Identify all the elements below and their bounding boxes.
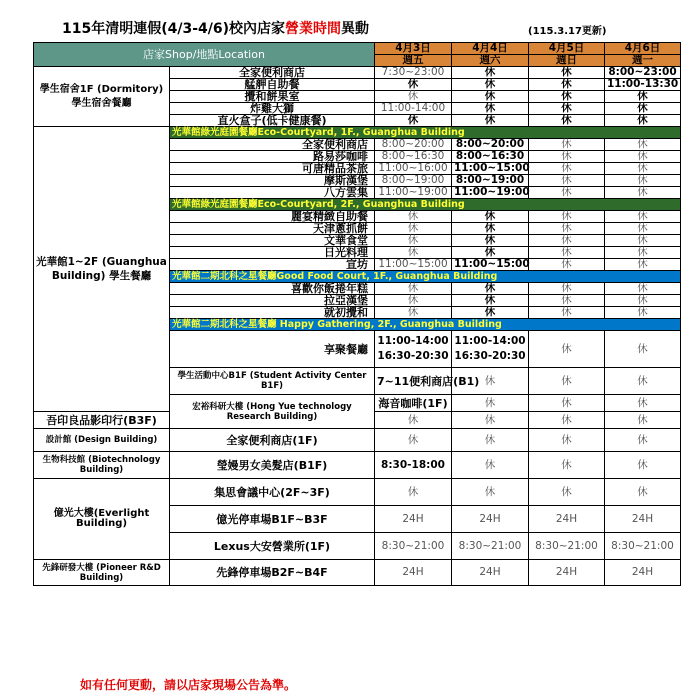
hours-cell: 休 [375, 307, 452, 319]
hours-cell: 24H [452, 506, 529, 533]
hours-cell: 休 [605, 479, 681, 506]
store-name: 八方雲集 [170, 187, 375, 199]
hours-cell: 7:30~23:00 [375, 67, 452, 79]
header-date: 4月5日 [529, 43, 605, 55]
hours-cell: 休 [529, 259, 605, 271]
hours-cell: 休 [452, 103, 529, 115]
hours-cell: 休 [605, 115, 681, 127]
hours-cell: 8:00~16:30 [452, 151, 529, 163]
store-name: 艋舺自助餐 [170, 79, 375, 91]
hours-cell: 休 [375, 247, 452, 259]
footer-note: 如有任何更動，請以店家現場公告為準。 [80, 678, 297, 692]
hours-cell: 休 [605, 163, 681, 175]
hours-cell: 休 [375, 295, 452, 307]
hours-cell: 休 [375, 211, 452, 223]
hours-cell: 休 [529, 368, 605, 395]
hours-cell: 11:00~15:00 [452, 259, 529, 271]
hours-cell: 休 [529, 307, 605, 319]
hours-cell: 休 [529, 295, 605, 307]
update-note: (115.3.17更新) [528, 26, 607, 37]
hours-cell: 休 [605, 103, 681, 115]
hours-cell: 休 [529, 163, 605, 175]
hours-cell: 休 [452, 115, 529, 127]
store-name: 攪和餅果室 [170, 91, 375, 103]
hours-cell: 8:30~21:00 [375, 533, 452, 560]
hours-cell: 休 [375, 223, 452, 235]
store-name: 直火盒子(低卡健康餐) [170, 115, 375, 127]
hours-cell: 休 [529, 283, 605, 295]
store-name: 先鋒停車場B2F~B4F [170, 560, 375, 586]
hours-cell: 11:00-14:00 16:30-20:30 [375, 331, 452, 368]
store-name: 麗宴精緻自助餐 [170, 211, 375, 223]
hours-cell: 休 [605, 259, 681, 271]
hours-cell: 11:00~19:00 [375, 187, 452, 199]
hours-cell: 休 [452, 452, 529, 479]
hours-cell: 24H [375, 506, 452, 533]
hours-cell: 休 [529, 429, 605, 452]
location-everlight: 億光大樓(Everlight Building) [34, 479, 170, 560]
location-activity-center: 學生活動中心B1F (Student Activity Center B1F) [170, 368, 375, 395]
hours-cell: 休 [605, 295, 681, 307]
header-store-location: 店家Shop/地點Location [34, 43, 375, 67]
section-happy-gathering-2f: 光華館二期北科之星餐廳 Happy Gathering, 2F., Guanghua Building [170, 319, 681, 331]
hours-cell: 休 [529, 412, 605, 429]
hours-cell: 休 [452, 67, 529, 79]
store-name: 炸雞大獅 [170, 103, 375, 115]
hours-cell: 8:30-18:00 [375, 452, 452, 479]
hours-cell: 休 [605, 211, 681, 223]
store-name: 全家便利商店 [170, 139, 375, 151]
header-weekday: 週五 [375, 55, 452, 67]
hours-cell: 11:00-14:00 [375, 103, 452, 115]
section-eco-1f: 光華館綠光庭園餐廳Eco-Courtyard, 1F., Guanghua Building [170, 127, 681, 139]
hours-cell: 休 [605, 395, 681, 412]
hours-cell: 11:00-13:30 [605, 79, 681, 91]
hours-cell: 休 [375, 115, 452, 127]
hours-cell: 休 [605, 368, 681, 395]
header-date: 4月3日 [375, 43, 452, 55]
hours-cell: 8:30~21:00 [605, 533, 681, 560]
hours-cell: 8:00~19:00 [375, 175, 452, 187]
location-hongyue: 宏裕科研大樓 (Hong Yue technology Research Building) [170, 395, 375, 429]
hours-cell: 休 [375, 412, 452, 429]
location-biotech: 生物科技館 (Biotechnology Building) [34, 452, 170, 479]
hours-cell: 11:00~15:00 [452, 163, 529, 175]
store-name: 7~11便利商店(B1) [375, 368, 452, 395]
store-name: 瑩嫚男女美髮店(B1F) [170, 452, 375, 479]
hours-cell: 休 [452, 479, 529, 506]
hours-cell: 24H [605, 560, 681, 586]
store-name: 海音咖啡(1F) [375, 395, 452, 412]
hours-cell: 24H [375, 560, 452, 586]
hours-cell: 休 [452, 247, 529, 259]
hours-cell: 8:00~16:30 [375, 151, 452, 163]
store-name: 享聚餐廳 [170, 331, 375, 368]
store-name: 路易莎咖啡 [170, 151, 375, 163]
store-name: 文華食堂 [170, 235, 375, 247]
hours-cell: 休 [605, 187, 681, 199]
store-name: 吾印良品影印行(B3F) [34, 412, 170, 429]
hours-cell: 休 [529, 187, 605, 199]
hours-cell: 8:00~19:00 [452, 175, 529, 187]
hours-cell: 11:00~16:00 [375, 163, 452, 175]
hours-cell: 休 [452, 412, 529, 429]
hours-cell: 休 [605, 283, 681, 295]
header-weekday: 週一 [605, 55, 681, 67]
hours-cell: 休 [529, 223, 605, 235]
hours-table [33, 42, 681, 586]
hours-cell: 休 [529, 115, 605, 127]
location-pioneer: 先鋒研發大樓 (Pioneer R&D Building) [34, 560, 170, 586]
store-name: 就初攪和 [170, 307, 375, 319]
hours-cell: 休 [452, 429, 529, 452]
store-name: 全家便利商店 [170, 67, 375, 79]
hours-cell: 休 [375, 429, 452, 452]
hours-cell: 休 [452, 91, 529, 103]
hours-cell: 休 [375, 91, 452, 103]
hours-cell: 8:00~20:00 [375, 139, 452, 151]
hours-cell: 休 [529, 479, 605, 506]
hours-cell: 休 [529, 247, 605, 259]
hours-cell: 休 [529, 452, 605, 479]
hours-cell: 休 [529, 139, 605, 151]
store-name: 日光料理 [170, 247, 375, 259]
hours-cell: 8:30~21:00 [529, 533, 605, 560]
store-name: 億光停車場B1F~B3F [170, 506, 375, 533]
store-name: 全家便利商店(1F) [170, 429, 375, 452]
section-goodfood-1f: 光華館二期北科之星餐廳Good Food Court, 1F., Guanghua Building [170, 271, 681, 283]
hours-cell: 休 [529, 67, 605, 79]
hours-cell: 休 [529, 235, 605, 247]
hours-cell: 休 [452, 295, 529, 307]
hours-cell: 8:00~20:00 [452, 139, 529, 151]
hours-cell: 休 [529, 91, 605, 103]
hours-cell: 休 [605, 429, 681, 452]
store-name: 天津蔥抓餅 [170, 223, 375, 235]
hours-cell: 11:00~19:00 [452, 187, 529, 199]
hours-cell: 休 [605, 235, 681, 247]
hours-cell: 8:00~23:00 [605, 67, 681, 79]
hours-cell: 休 [452, 223, 529, 235]
hours-cell: 休 [529, 175, 605, 187]
header-date: 4月4日 [452, 43, 529, 55]
hours-cell: 11:00-14:00 16:30-20:30 [452, 331, 529, 368]
header-date: 4月6日 [605, 43, 681, 55]
store-name: 喜歡你飯捲年糕 [170, 283, 375, 295]
hours-cell: 休 [529, 103, 605, 115]
hours-cell: 8:30~21:00 [452, 533, 529, 560]
hours-cell: 休 [605, 139, 681, 151]
header-weekday: 週日 [529, 55, 605, 67]
hours-cell: 休 [529, 395, 605, 412]
hours-cell: 休 [605, 331, 681, 368]
hours-cell: 休 [529, 79, 605, 91]
hours-cell: 休 [452, 395, 529, 412]
hours-cell: 24H [529, 506, 605, 533]
hours-cell: 24H [452, 560, 529, 586]
store-name: 摩斯漢堡 [170, 175, 375, 187]
store-name: 可唐精品茶旅 [170, 163, 375, 175]
location-dormitory: 學生宿舍1F (Dormitory) 學生宿舍餐廳 [34, 67, 170, 127]
hours-cell: 休 [375, 283, 452, 295]
hours-cell: 休 [605, 223, 681, 235]
location-guanghua: 光華館1~2F (Guanghua Building) 學生餐廳 [34, 127, 170, 412]
hours-cell: 休 [452, 283, 529, 295]
hours-cell: 休 [605, 91, 681, 103]
hours-cell: 24H [529, 560, 605, 586]
location-design: 設計館 (Design Building) [34, 429, 170, 452]
store-name: 宣坊 [170, 259, 375, 271]
hours-cell: 休 [605, 452, 681, 479]
hours-cell: 11:00~15:00 [375, 259, 452, 271]
hours-cell: 休 [605, 151, 681, 163]
page-title: 115年清明連假(4/3-4/6)校內店家營業時間異動 [62, 21, 370, 37]
hours-cell: 休 [529, 211, 605, 223]
hours-cell: 休 [605, 412, 681, 429]
hours-cell: 休 [452, 307, 529, 319]
hours-cell: 休 [375, 79, 452, 91]
hours-cell: 休 [605, 247, 681, 259]
hours-cell: 休 [529, 331, 605, 368]
hours-cell: 休 [605, 175, 681, 187]
hours-cell: 休 [375, 479, 452, 506]
store-name: Lexus大安營業所(1F) [170, 533, 375, 560]
store-name: 拉亞漢堡 [170, 295, 375, 307]
hours-cell: 休 [452, 235, 529, 247]
header-weekday: 週六 [452, 55, 529, 67]
section-eco-2f: 光華館綠光庭園餐廳Eco-Courtyard, 2F., Guanghua Building [170, 199, 681, 211]
hours-cell: 24H [605, 506, 681, 533]
hours-cell: 休 [452, 79, 529, 91]
store-name: 集思會議中心(2F~3F) [170, 479, 375, 506]
hours-cell: 休 [452, 211, 529, 223]
hours-cell: 休 [529, 151, 605, 163]
hours-cell: 休 [452, 368, 529, 395]
hours-cell: 休 [375, 235, 452, 247]
hours-cell: 休 [605, 307, 681, 319]
